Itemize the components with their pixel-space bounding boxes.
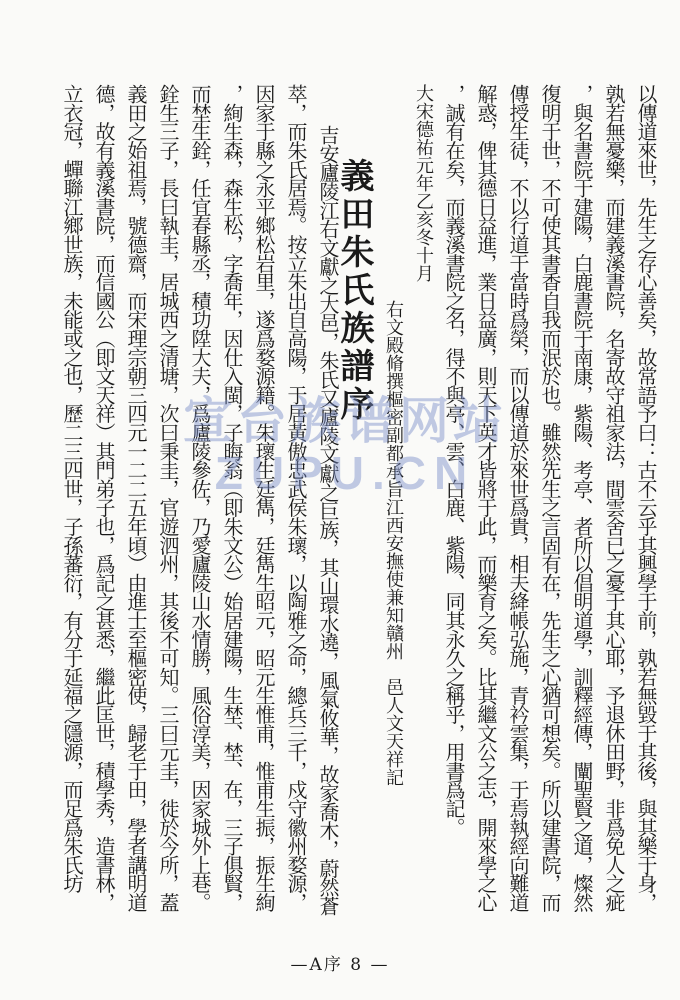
text-column: 解惑，俾其德日益進，業日益廣，則天下英才皆將于此，而樂育之矣。比其繼文公之志，開來學之心 (474, 84, 498, 912)
body-column: 義田之始祖焉，號德齋，而宋理宗朝三四元一二二五年頃）由進士至樞密使，歸老于田，學者講明道 (124, 84, 148, 912)
body-column: 而埜生銓，任宜春縣丞，積功陞大夫，爲廬陵參佐，乃愛廬陵山水情勝，風俗淳美，因家城外上巷。 (188, 84, 212, 912)
section-title: 義田朱氏族譜序 (334, 158, 374, 424)
body-column: 立衣冠，蟬聯江鄉世族，未能或之也，歷二三四世，子孫蕃衍，有分于延福之隱源，而足爲朱氏坊 (60, 84, 84, 893)
body-column: 萃，而朱氏居焉。按立朱出自高陽，于居黃傲忠武侯朱瓌，以陶雅之命，總兵三千，戍守徽州婺源， (284, 84, 308, 912)
page-number: —A序 8 — (290, 955, 390, 975)
watermark-line-2: ZUPU.CN (214, 447, 476, 499)
body-column: 德，故有義溪書院，而信國公（即文天祥）其門弟子也，爲記之甚悉，繼此匡世，積學秀，造書林， (92, 84, 116, 912)
body-column: ，絢生森，森生松，字喬年，因仕入閩，子晦翁（即朱文公）始居建陽，生埜、埜、在，三子俱賢， (220, 84, 244, 912)
body-column: 吉安廬陵江右文獻之大邑，朱氏又廬陵文獻之巨族，其山環水遶，風氣攸華，故家喬木，蔚然蒼 (316, 125, 340, 915)
text-column: 以傳道來世，先生之存心善矣，故常語予曰：古不云乎其興學于前，孰若無毀于其後，與其樂于身， (634, 84, 658, 912)
text-column: 孰若無憂樂，而建義溪書院，名寄故守祖家法，間雲舍已之憂于其心耶，予退休田野，非爲免人之疵 (602, 84, 626, 912)
text-column: 傳授生徒，不以行道于當時爲榮，而以傳道於來世爲貴，相夫絳帳弘施，青衿雲集，于焉執經向難道 (506, 84, 530, 912)
watermark-line-1: 宣台族谱网站 (183, 393, 507, 449)
text-column: 復明于世，不可使其書香自我而泯於也。雖然先生之言固有在，先生之心猶可想矣。所以建書院，而 (538, 84, 562, 912)
text-column: ，誠有在矣，而義溪書院之名，得不與亭、雲、白鹿、紫陽、同其永久之稱乎，用書爲記。 (442, 84, 466, 837)
text-column: ，與名書院于建陽，白鹿書院于南康，紫陽、考亭、者所以倡明道學，訓釋經傳，闡聖賢之道，燦然 (570, 84, 594, 912)
body-column: 因家于縣之永平鄉松岩里，遂爲婺源籍。朱瓌生廷雋，廷雋生昭元，昭元生惟甫，惟甫生振，振生絢 (252, 84, 276, 912)
signature-author: 右文殿脩撰樞密副都承旨江西安撫使兼知贛州 邑人文天祥記 (383, 300, 404, 786)
signature-date: 大宋德祐元年乙亥冬十月 (413, 84, 434, 282)
body-column: 銓生三子，長曰執圭，居城西之清塘，次曰秉圭，官遊泗州，其後不可知。三曰元圭，徙於今所，蓋 (156, 84, 180, 912)
